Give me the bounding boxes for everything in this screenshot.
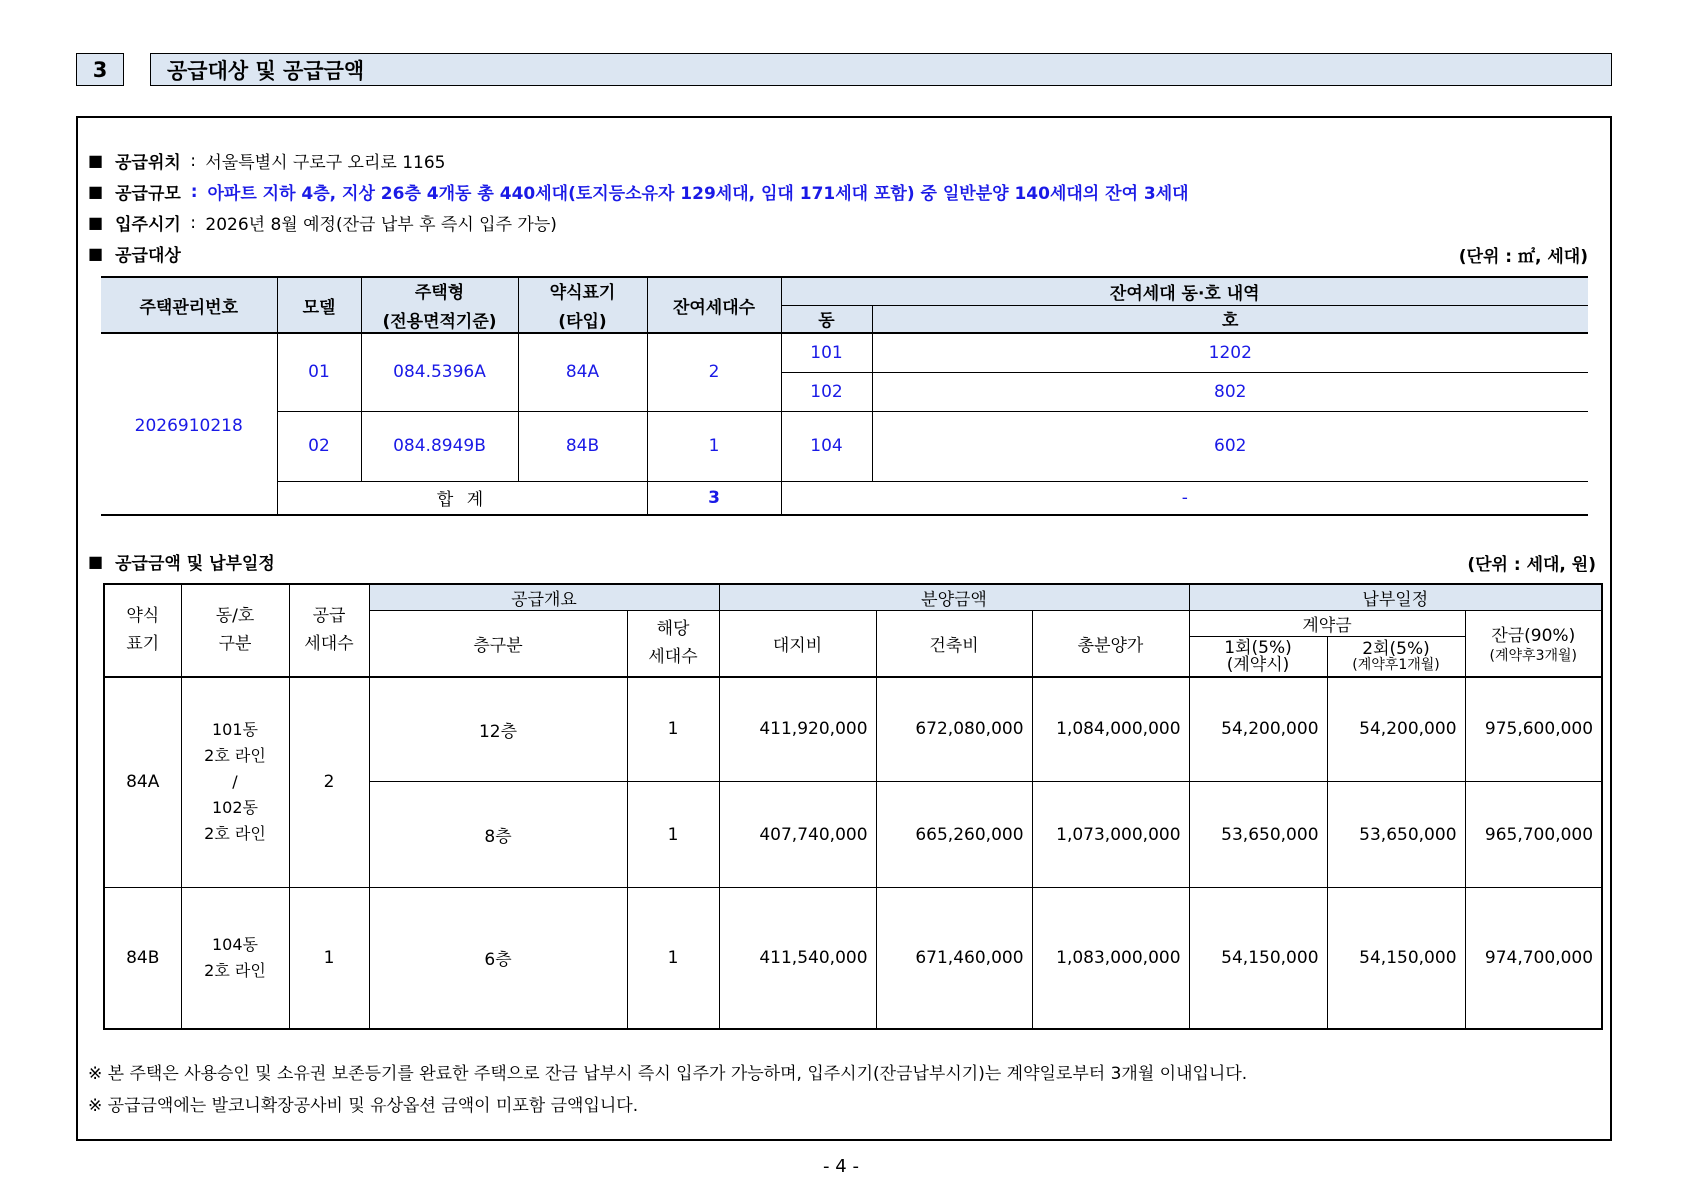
header-overview: 공급개요	[369, 584, 719, 611]
header-c1-line2: (계약시)	[1226, 654, 1290, 675]
floor-cell: 6층	[369, 888, 627, 1029]
header-short	[518, 277, 647, 333]
model-cell: 01	[277, 333, 361, 411]
short-cell: 84B	[104, 888, 181, 1029]
square-bullet-icon: ■	[88, 151, 104, 170]
dong-cell: 101	[781, 333, 872, 372]
header-balance-line2: (계약후3개월)	[1489, 648, 1577, 665]
balance-cell: 975,600,000	[1465, 677, 1602, 782]
price-section-heading	[88, 549, 275, 574]
info-label: 공급대상	[115, 246, 181, 266]
ho-cell: 1202	[872, 333, 1588, 372]
header-dong: 동	[781, 305, 872, 333]
header-dongho-line2: 구분	[218, 634, 252, 655]
dongho-line: 2호 라인	[204, 960, 266, 980]
page-number: - 4 -	[823, 1156, 859, 1177]
info-supply-target	[88, 241, 181, 266]
supply-cell: 2	[289, 677, 369, 888]
note-2: ※ 공급금액에는 발코니확장공사비 및 유상옵션 금액이 미포함 금액입니다.	[88, 1096, 639, 1116]
info-separator: :	[184, 150, 202, 171]
total-label: 합 계	[277, 481, 647, 515]
section-title: 공급대상 및 공급금액	[150, 53, 1612, 86]
header-dongho	[181, 584, 289, 677]
balance-cell: 965,700,000	[1465, 782, 1602, 888]
header-supply	[289, 584, 369, 677]
ho-cell: 602	[872, 411, 1588, 481]
header-units-line2: 세대수	[648, 647, 698, 668]
contract1-cell: 53,650,000	[1189, 782, 1327, 888]
total-cell: 1,084,000,000	[1032, 677, 1189, 782]
units-cell: 1	[627, 677, 719, 782]
section-number: 3	[76, 53, 124, 86]
dongho-line: 2호 라인	[204, 824, 266, 844]
header-price: 분양금액	[719, 584, 1189, 611]
info-value: 2026년 8월 예정(잔금 납부 후 즉시 입주 가능)	[205, 215, 557, 235]
contract1-cell: 54,150,000	[1189, 888, 1327, 1029]
header-floor: 층구분	[369, 611, 627, 677]
price-table	[103, 583, 1603, 1030]
header-building: 건축비	[876, 611, 1032, 677]
type-cell: 084.5396A	[361, 333, 518, 411]
header-c2-line1: 2회(5%)	[1362, 639, 1430, 660]
mgmt-no-cell: 2026910218	[101, 333, 277, 515]
dong-cell: 102	[781, 372, 872, 411]
info-separator: :	[184, 212, 202, 233]
dongho-line: 102동	[212, 798, 258, 818]
building-cell: 672,080,000	[876, 677, 1032, 782]
header-short	[104, 584, 181, 677]
total-detail: -	[781, 481, 1588, 515]
remain-cell: 2	[647, 333, 781, 411]
price-section-label: 공급금액 및 납부일정	[115, 554, 275, 574]
header-balance-line1: 잔금(90%)	[1491, 626, 1576, 647]
units-cell: 1	[627, 888, 719, 1029]
header-supply-line2: 세대수	[304, 634, 354, 655]
header-units-line1: 해당	[656, 619, 690, 640]
header-short-line1: 약식	[126, 606, 160, 627]
remain-cell: 1	[647, 411, 781, 481]
header-units	[627, 611, 719, 677]
short-cell: 84A	[104, 677, 181, 888]
info-label: 공급규모	[115, 184, 181, 204]
header-detail: 잔여세대 동·호 내역	[781, 277, 1588, 305]
header-short-line2: 표기	[126, 634, 160, 655]
header-contract-2	[1327, 637, 1465, 677]
supply-cell: 1	[289, 888, 369, 1029]
price-unit: (단위 : 세대, 원)	[1467, 555, 1596, 575]
header-c2-line2: (계약후1개월)	[1352, 657, 1440, 674]
model-cell: 02	[277, 411, 361, 481]
header-total: 총분양가	[1032, 611, 1189, 677]
header-contract: 계약금	[1189, 611, 1465, 637]
land-cell: 411,540,000	[719, 888, 876, 1029]
header-type-line2: (전용면적기준)	[382, 312, 497, 332]
square-bullet-icon: ■	[88, 213, 104, 232]
contract2-cell: 53,650,000	[1327, 782, 1465, 888]
total-cell: 1,083,000,000	[1032, 888, 1189, 1029]
header-land: 대지비	[719, 611, 876, 677]
dongho-cell	[181, 677, 289, 888]
header-c1-line1: 1회(5%)	[1224, 637, 1292, 658]
type-cell: 084.8949B	[361, 411, 518, 481]
dongho-line: /	[232, 772, 238, 792]
note-1: ※ 본 주택은 사용승인 및 소유권 보존등기를 완료한 주택으로 잔금 납부시 즉시 입주가 가능하며, 입주시기(잔금납부시기)는 계약일로부터 3개월 이내입니다.	[88, 1064, 1248, 1084]
header-type-line1: 주택형	[414, 283, 465, 303]
building-cell: 671,460,000	[876, 888, 1032, 1029]
supply-table	[101, 276, 1588, 516]
units-cell: 1	[627, 782, 719, 888]
table-row	[104, 888, 1602, 1029]
balance-cell: 974,700,000	[1465, 888, 1602, 1029]
info-label: 입주시기	[115, 215, 181, 235]
land-cell: 411,920,000	[719, 677, 876, 782]
short-cell: 84A	[518, 333, 647, 411]
floor-cell: 8층	[369, 782, 627, 888]
header-balance	[1465, 611, 1602, 677]
short-cell: 84B	[518, 411, 647, 481]
floor-cell: 12층	[369, 677, 627, 782]
dongho-line: 104동	[212, 934, 258, 954]
header-remain: 잔여세대수	[647, 277, 781, 333]
land-cell: 407,740,000	[719, 782, 876, 888]
info-value: 아파트 지하 4층, 지상 26층 4개동 총 440세대(토지등소유자 129세대, 임대 171세대 포함) 중 일반분양 140세대의 잔여 3세대	[207, 184, 1189, 204]
header-mgmt-no: 주택관리번호	[101, 277, 277, 333]
contract2-cell: 54,150,000	[1327, 888, 1465, 1029]
square-bullet-icon: ■	[88, 182, 104, 201]
square-bullet-icon: ■	[88, 244, 104, 263]
info-location	[88, 148, 446, 173]
ho-cell: 802	[872, 372, 1588, 411]
header-dongho-line1: 동/호	[215, 606, 255, 627]
supply-unit: (단위 : ㎡, 세대)	[1458, 247, 1588, 267]
header-type	[361, 277, 518, 333]
header-model: 모델	[277, 277, 361, 333]
info-scale	[88, 179, 1189, 204]
table-row	[104, 677, 1602, 782]
building-cell: 665,260,000	[876, 782, 1032, 888]
header-short-line1: 약식표기	[549, 283, 616, 303]
header-short-line2: (타입)	[558, 312, 607, 332]
dongho-cell	[181, 888, 289, 1029]
total-count: 3	[647, 481, 781, 515]
header-schedule: 납부일정	[1189, 584, 1602, 611]
dong-cell: 104	[781, 411, 872, 481]
header-contract-1	[1189, 637, 1327, 677]
info-value: 서울특별시 구로구 오리로 1165	[205, 153, 446, 173]
header-supply-line1: 공급	[312, 606, 346, 627]
contract2-cell: 54,200,000	[1327, 677, 1465, 782]
info-separator: :	[184, 181, 204, 202]
total-cell: 1,073,000,000	[1032, 782, 1189, 888]
info-move-in	[88, 210, 557, 235]
dongho-line: 2호 라인	[204, 746, 266, 766]
dongho-line: 101동	[212, 720, 258, 740]
contract1-cell: 54,200,000	[1189, 677, 1327, 782]
square-bullet-icon: ■	[88, 552, 104, 571]
header-ho: 호	[872, 305, 1588, 333]
info-label: 공급위치	[115, 153, 181, 173]
